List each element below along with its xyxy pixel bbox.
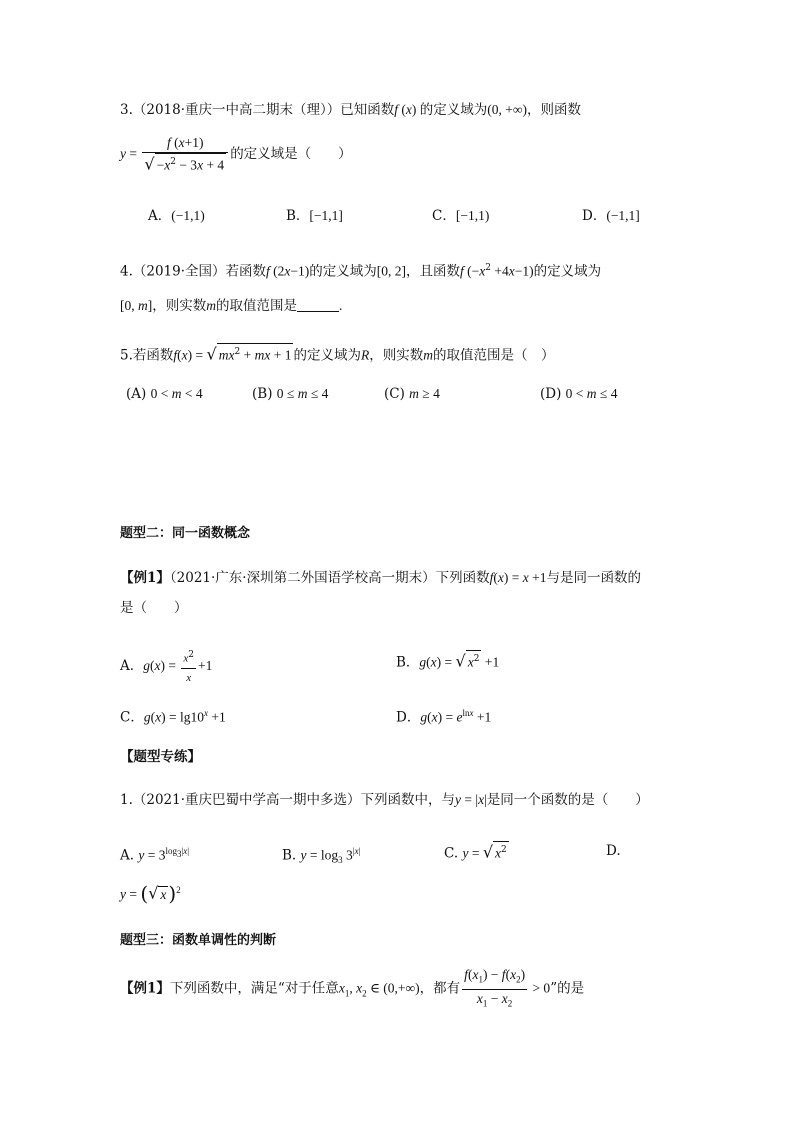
q3-mid: 的定义域为 [419,102,488,118]
section2-title: 题型二：同一函数概念 [120,526,251,541]
section2-option-c: C．$g(x) = \lg 10^x +1$ [120,708,226,726]
section3-title: 题型三：函数单调性的判断 [120,933,277,948]
practice-option-d: D. [606,843,621,859]
q5-option-d: (D) 0 < m ≤ 4 [540,386,618,402]
example-tag: 【例1】 [120,570,170,586]
q3-option-b: B．[−1,1] [286,208,343,224]
practice-option-a: A. $y = 3^{log_3|x|}$ [120,846,190,864]
answer-blank[interactable] [297,297,339,312]
practice-option-d-expr: y = (√ x )$^2$ [120,881,181,906]
q3-option-a: A．(−1,1) [148,208,205,224]
q3-fraction: $\frac{f (x+1)}{√ -x^2 - 3x + 4}$ [142,134,228,175]
q5-line1: 5.若函数f(x) = √ $mx^2$ + mx + 1 的定义域为R，则实数m的取值范围是（ ） [120,344,555,364]
q3-option-d: D．(−1,1] [582,208,640,224]
q4-line1: 4.（2019·全国）若函数f (2x−1)的定义域为[0, 2]，且函数f $(-x^2 +4x-1)$的定义域为 [120,263,602,280]
q3-line2: y = $\frac{f (x+1)}{√ -x^2 - 3x + 4}$ 的定义域是（ ） [120,135,352,174]
practice-q1: 1.（2021·重庆巴蜀中学高一期中多选）下列函数中，与y = |x|是同一个函数的是（ ） [120,792,649,808]
practice-option-b: B. $y = \log_3 3^{|x|}$ [282,846,361,866]
q4-line2: [0, m]，则实数m的取值范围是 . [120,298,343,314]
q5-option-c: (C) m ≥ 4 [384,386,440,402]
q5-option-b: (B) 0 ≤ m ≤ 4 [252,386,329,402]
q3-prefix: 3.（2018·重庆一中高二期末（理））已知函数 [120,102,395,118]
section2-option-a: A．g(x) = $\frac{x^2}{x}$ +1 [120,646,212,680]
q5-option-a: (A) 0 < m < 4 [126,386,203,402]
practice-title: 【题型专练】 [120,749,201,765]
q3-option-c: C．[−1,1) [432,208,490,224]
q4-prefix: 4.（2019·全国）若函数 [120,263,267,280]
q5-prefix: 5.若函数 [120,347,174,364]
q3-suffix: ，则函数 [527,102,582,118]
section3-example: 【例1】下列函数中，满足“对于任意$x_1$, $x_2$ ∈ (0,+∞)，都有 $\frac{f(x_1) - f(x_2)}{x_1 - x_2}$ > 0”的是 [120,967,585,1009]
q3-line1: 3.（2018·重庆一中高二期末（理））已知函数f (x) 的定义域为(0, +∞)，则函数 [120,102,582,118]
section2-example: 【例1】（2021·广东·深圳第二外国语学校高一期末）下列函数f(x) = x +1与是同一函数的 [120,570,641,586]
q3-line2-suffix: 的定义域是（ ） [230,145,352,162]
practice-option-c: C. y = √ $x^2$ [444,842,507,862]
section2-option-d: D．$g(x) = e^{lnx} +1$ [396,708,492,726]
section2-line2: 是（ ） [120,600,188,616]
section2-option-b: B．g(x) = √ $x^2 +1$ [396,651,500,671]
